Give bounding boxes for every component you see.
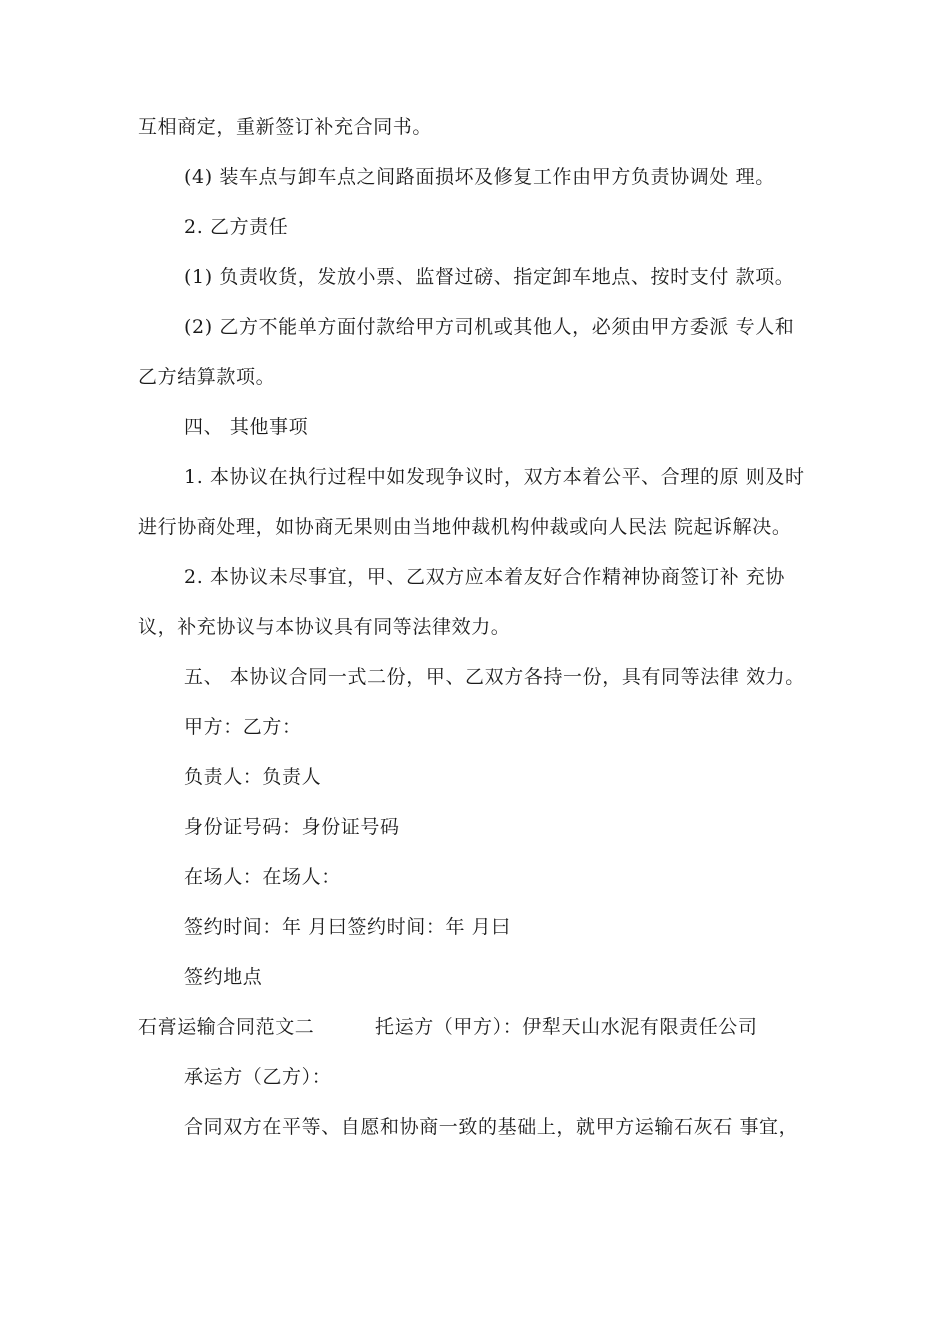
section-heading-party-b-responsibility: 2. 乙方责任 <box>184 216 289 238</box>
other-matters-item-2: 2. 本协议未尽事宜，甲、乙双方应本着友好合作精神协商签订补 充协 <box>184 566 786 588</box>
contract-title: 石膏运输合同范文二 <box>138 1016 315 1038</box>
other-matters-item-2-continuation: 议，补充协议与本协议具有同等法律效力。 <box>138 616 511 638</box>
signature-place: 签约地点 <box>184 966 263 988</box>
section-five-copies: 五、 本协议合同一式二份，甲、乙双方各持一份，具有同等法律 效力。 <box>184 666 805 688</box>
clause-item-1: (1) 负责收货，发放小票、监督过磅、指定卸车地点、按时支付 款项。 <box>184 266 795 288</box>
clause-item-4: (4) 装车点与卸车点之间路面损坏及修复工作由甲方负责协调处 理。 <box>184 166 775 188</box>
signature-id-number: 身份证号码：身份证号码 <box>184 816 400 838</box>
section-heading-other-matters: 四、 其他事项 <box>184 416 309 438</box>
contract-preamble: 合同双方在平等、自愿和协商一致的基础上，就甲方运输石灰石 事宜， <box>184 1116 799 1138</box>
carrier-line: 承运方（乙方）： <box>184 1066 332 1088</box>
signature-parties: 甲方：乙方： <box>184 716 302 738</box>
clause-item-2-continuation: 乙方结算款项。 <box>138 366 276 388</box>
signature-responsible-person: 负责人：负责人 <box>184 766 322 788</box>
other-matters-item-1: 1. 本协议在执行过程中如发现争议时，双方本着公平、合理的原 则及时 <box>184 466 805 488</box>
paragraph-line-continuation: 互相商定，重新签订补充合同书。 <box>138 116 433 138</box>
clause-item-2: (2) 乙方不能单方面付款给甲方司机或其他人，必须由甲方委派 专人和 <box>184 316 795 338</box>
shipper-line: 托运方（甲方）：伊犁天山水泥有限责任公司 <box>375 1016 758 1038</box>
other-matters-item-1-continuation: 进行协商处理，如协商无果则由当地仲裁机构仲裁或向人民法 院起诉解决。 <box>138 516 792 538</box>
signature-date: 签约时间：年 月曰签约时间：年 月曰 <box>184 916 511 938</box>
signature-witness: 在场人：在场人： <box>184 866 341 888</box>
